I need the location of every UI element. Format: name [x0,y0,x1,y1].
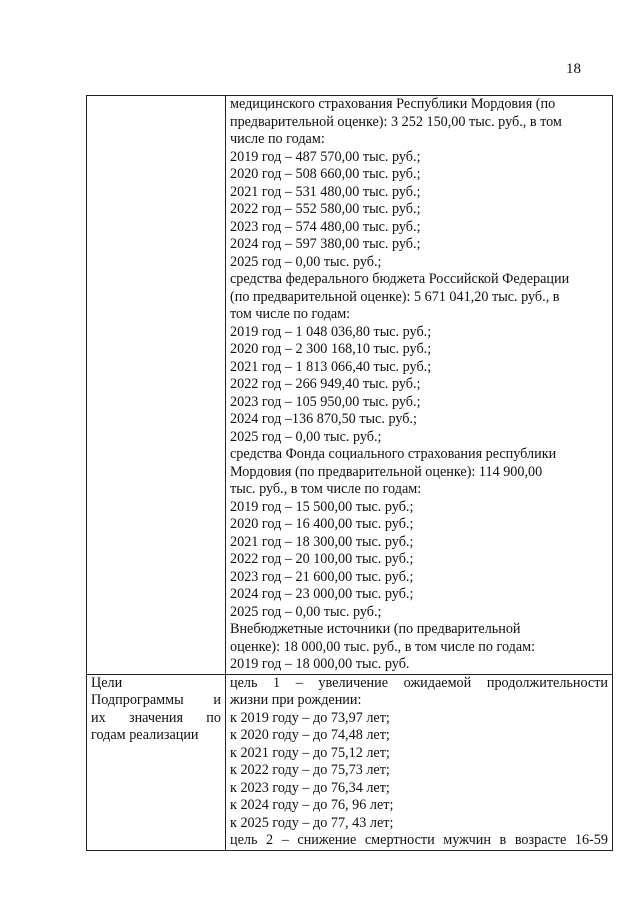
goals-heading-line: Подпрограммы и [91,692,221,708]
text-line: к 2021 году – до 75,12 лет; [230,744,390,761]
text-line: цель 2 – снижение смертности мужчин в возрасте 16-59 [230,832,608,848]
text-line: к 2023 году – до 76,34 лет; [230,779,390,796]
text-line: 2023 год – 21 600,00 тыс. руб.; [230,568,414,585]
passport-table [86,95,613,851]
text-line: (по предварительной оценке): 5 671 041,20 тыс. руб., в [230,288,560,305]
text-line: цель 1 – увеличение ожидаемой продолжительности [230,674,608,691]
text-line: жизни при рождении: [230,692,362,708]
row2-right-cell [226,674,613,850]
text-line: к 2025 году – до 77, 43 лет; [230,814,394,831]
text-line: 2024 год – 597 380,00 тыс. руб.; [230,236,421,252]
text-line: 2025 год – 0,00 тыс. руб.; [230,428,382,445]
goals-heading-line: годам реализации [91,727,199,743]
table-row [87,96,613,675]
text-line: Мордовия (по предварительной оценке): 114 900,00 [230,463,543,480]
text-line: оценке): 18 000,00 тыс. руб., в том числе по годам: [230,638,536,655]
text-line: предварительной оценке): 3 252 150,00 тыс. руб., в том [230,113,562,130]
text-line: средства федерального бюджета Российской Федерации [230,271,570,287]
row1-right-cell [226,96,613,675]
text-line: медицинского страхования Республики Мордовия (по [230,96,556,112]
text-line: 2024 год – 23 000,00 тыс. руб.; [230,586,414,602]
text-line: 2021 год – 531 480,00 тыс. руб.; [230,183,421,200]
text-line: к 2019 году – до 73,97 лет; [230,709,390,726]
text-line: средства Фонда социального страхования республики [230,446,557,462]
row2-left-cell [87,674,226,850]
page-number: 18 [566,61,581,77]
text-line: 2022 год – 20 100,00 тыс. руб.; [230,551,414,567]
text-line: 2020 год – 508 660,00 тыс. руб.; [230,166,421,182]
text-line: 2021 год – 18 300,00 тыс. руб.; [230,533,414,550]
goals-heading-line: их значения по [91,709,221,726]
text-line: 2024 год –136 870,50 тыс. руб.; [230,411,417,427]
text-line: числе по годам: [230,131,325,147]
text-line: к 2020 году – до 74,48 лет; [230,727,390,743]
text-line: тыс. руб., в том числе по годам: [230,481,422,497]
text-line: 2019 год – 18 000,00 тыс. руб. [230,656,410,672]
text-line: 2023 год – 574 480,00 тыс. руб.; [230,218,421,235]
text-line: к 2022 году – до 75,73 лет; [230,762,390,778]
text-line: Внебюджетные источники (по предварительной [230,621,521,637]
row1-left-cell [87,96,226,675]
text-line: 2020 год – 16 400,00 тыс. руб.; [230,516,414,532]
text-line: 2022 год – 266 949,40 тыс. руб.; [230,376,421,392]
text-line: 2019 год – 15 500,00 тыс. руб.; [230,498,414,515]
goals-heading-line: Цели [91,674,123,691]
text-line: 2019 год – 1 048 036,80 тыс. руб.; [230,323,432,340]
text-line: 2023 год – 105 950,00 тыс. руб.; [230,393,421,410]
text-line: 2021 год – 1 813 066,40 тыс. руб.; [230,358,432,375]
table-row [87,674,613,850]
text-line: 2025 год – 0,00 тыс. руб.; [230,253,382,270]
text-line: том числе по годам: [230,306,351,322]
text-line: 2019 год – 487 570,00 тыс. руб.; [230,148,421,165]
text-line: 2022 год – 552 580,00 тыс. руб.; [230,201,421,217]
text-line: к 2024 году – до 76, 96 лет; [230,797,394,813]
text-line: 2025 год – 0,00 тыс. руб.; [230,603,382,620]
text-line: 2020 год – 2 300 168,10 тыс. руб.; [230,341,432,357]
